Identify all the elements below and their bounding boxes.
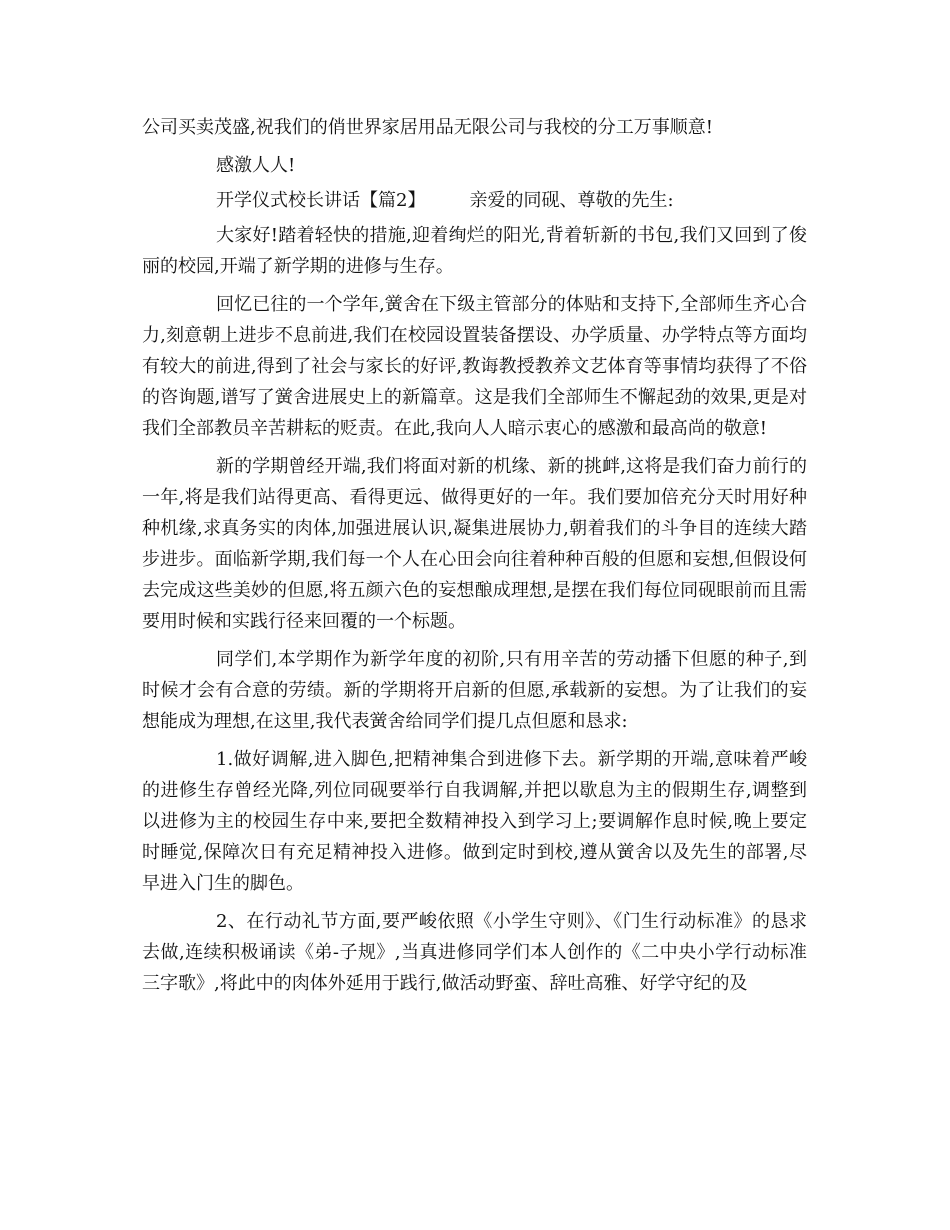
document-body xyxy=(142,112,807,1006)
speech-heading-line xyxy=(142,185,807,216)
speech-salutation: 亲爱的同砚、尊敬的先生: xyxy=(469,190,674,211)
paragraph-closing-wish: 公司买卖茂盛,祝我们的俏世界家居用品无限公司与我校的分工万事顺意! xyxy=(142,117,713,138)
paragraph-students: 同学们,本学期作为新学年度的初阶,只有用辛苦的劳动播下但愿的种子,到时候才会有合意的劳绩。新的学期将开启新的但愿,承载新的妄想。为了让我们的妄想能成为理想,在这里,我代表黉舍给同学们提几点但愿和恳求: xyxy=(142,649,807,732)
speech-title: 开学仪式校长讲话【篇2】 xyxy=(216,190,426,211)
paragraph-point-1: 1.做好调解,进入脚色,把精神集合到进修下去。新学期的开端,意味着严峻的进修生存曾经光降,列位同砚要举行自我调解,并把以歇息为主的假期生存,调整到以进修为主的校园生存中来,要把全数精神投入到学习上;要调解作息时候,晚上要定时睡觉,保障次日有充足精神投入进修。做到定时到校,遵从黉舍以及先生的部署,尽早进入门生的脚色。 xyxy=(142,749,807,894)
paragraph-greeting: 大家好!踏着轻快的措施,迎着绚烂的阳光,背着斩新的书包,我们又回到了俊丽的校园,开端了新学期的进修与生存。 xyxy=(142,225,807,277)
paragraph-thanks: 感激人人! xyxy=(216,155,296,176)
paragraph-review: 回忆已往的一个学年,黉舍在下级主管部分的体贴和支持下,全部师生齐心合力,刻意朝上进步不息前进,我们在校园设置装备摆设、办学质量、办学特点等方面均有较大的前进,得到了社会与家长的好评,教诲教授教养文艺体育等事情均获得了不俗的咨询题,谱写了黉舍进展史上的新篇章。这是我们全部师生不懈起劲的效果,更是对我们全部教员辛苦耕耘的贬责。在此,我向人人暗示衷心的感激和最高尚的敬意! xyxy=(142,294,807,439)
paragraph-point-2: 2、在行动礼节方面,要严峻依照《小学生守则》、《门生行动标准》的恳求去做,连续积极诵读《弟-子规》,当真进修同学们本人创作的《二中央小学行动标准三字歌》,将此中的肉体外延用于践行,做活动野蛮、辞吐高雅、好学守纪的及 xyxy=(142,911,807,994)
paragraph-new-semester: 新的学期曾经开端,我们将面对新的机缘、新的挑衅,这将是我们奋力前行的一年,将是我们站得更高、看得更远、做得更好的一年。我们要加倍充分天时用好种种机缘,求真务实的肉体,加强进展认识,凝集进展协力,朝着我们的斗争目的连续大踏步进步。面临新学期,我们每一个人在心田会向往着种种百般的但愿和妄想,但假设何去完成这些美妙的但愿,将五颜六色的妄想酿成理想,是摆在我们每位同砚眼前而且需要用时候和实践行径来回覆的一个标题。 xyxy=(142,456,807,632)
